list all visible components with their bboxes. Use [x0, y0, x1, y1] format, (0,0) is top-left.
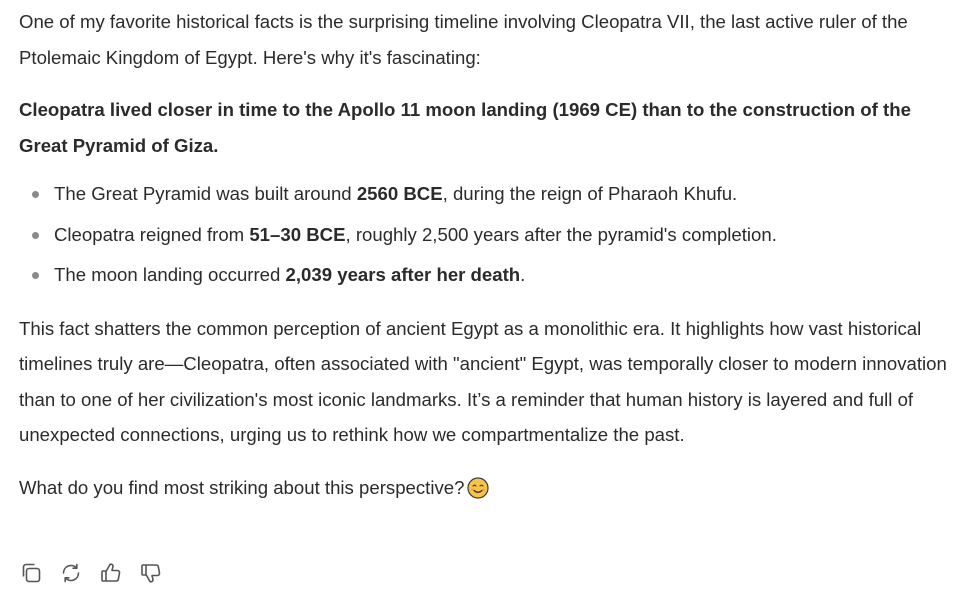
fact-list	[19, 176, 947, 298]
list-item-bold: 2560 BCE	[356, 183, 443, 204]
thumbs-down-button[interactable]	[139, 559, 179, 587]
question-text: What do you find most striking about this perspective?	[19, 476, 465, 498]
list-item-text: .	[520, 264, 526, 285]
question-paragraph	[19, 470, 947, 506]
list-item	[19, 176, 947, 217]
thumbs-down-icon	[139, 561, 163, 585]
list-item-text: , during the reign of Pharaoh Khufu.	[442, 183, 738, 204]
list-item-text: Cleopatra reigned from	[54, 223, 250, 245]
regenerate-button[interactable]	[59, 559, 99, 587]
list-item	[19, 257, 947, 298]
analysis-paragraph: This fact shatters the common perception of ancient Egypt as a monolithic era. It highlights how vast historical timelines truly are—Cleopatra, often associated with "ancient" Egypt, was temporally closer to modern innovation than to one of her civilization's most iconic landmarks. It’s a reminder that human history is layered and full of unexpected connections, urging us to rethink how we compartmentalize the past.	[19, 317, 947, 445]
list-item-bold: 2,039 years after her death	[285, 264, 521, 285]
list-item-bold: 51–30 BCE	[249, 223, 346, 245]
refresh-icon	[59, 561, 83, 585]
assistant-message	[19, 4, 947, 505]
headline-paragraph: Cleopatra lived closer in time to the Apollo 11 moon landing (1969 CE) than to the construction of the Great Pyramid of Giza.	[19, 99, 911, 156]
message-actions	[19, 559, 179, 587]
copy-icon	[19, 561, 43, 585]
list-item-text: The moon landing occurred	[54, 264, 286, 285]
copy-button[interactable]	[19, 559, 59, 587]
thumbs-up-button[interactable]	[99, 559, 139, 587]
smiling-face-emoji-icon	[467, 475, 489, 497]
list-item-text: , roughly 2,500 years after the pyramid's completion.	[345, 223, 777, 245]
list-item	[19, 217, 947, 258]
thumbs-up-icon	[99, 561, 123, 585]
list-item-text: The Great Pyramid was built around	[54, 183, 357, 204]
intro-paragraph: One of my favorite historical facts is the surprising timeline involving Cleopatra VII, the last active ruler of the Ptolemaic Kingdom of Egypt. Here's why it's fascinating:	[19, 11, 908, 68]
